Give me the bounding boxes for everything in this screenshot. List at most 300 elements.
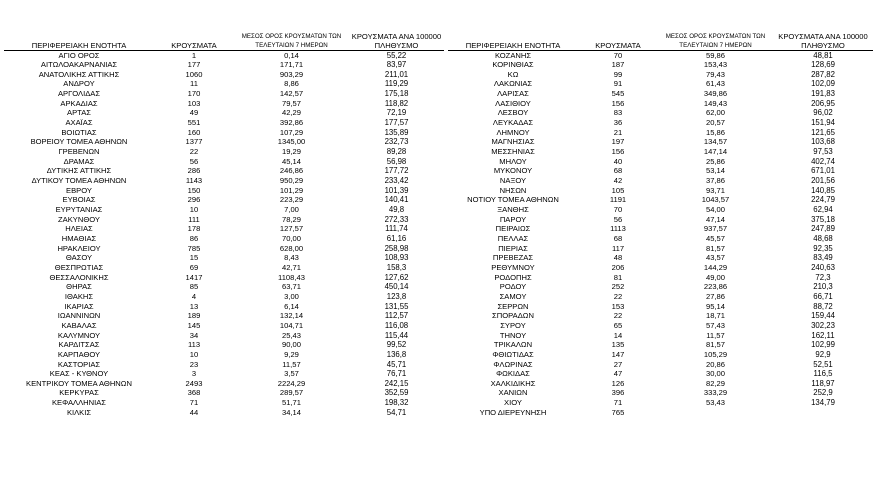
table-row [448,379,873,389]
cell-region: ΦΩΚΙΔΑΣ [496,369,530,379]
table-row [448,282,873,292]
cell-per100k: 242,15 [384,378,409,388]
cell-region: ΘΕΣΠΡΩΤΙΑΣ [54,262,104,272]
cell-avg7: 63,71 [281,282,301,292]
cell-region: ΠΕΛΛΑΣ [497,233,529,243]
cell-region: ΛΑΚΩΝΙΑΣ [493,79,533,89]
table-row [4,215,444,225]
cell-cases: 1191 [609,195,627,205]
cell-per100k: 111,74 [385,224,408,234]
table-row [448,350,873,360]
cell-per100k: 135,89 [384,127,409,137]
cell-avg7: 8,86 [284,79,299,89]
cell-region: ΚΩ [507,69,519,79]
cell-cases: 22 [613,291,623,301]
cell-per100k: 102,99 [811,340,835,350]
cell-per100k: 175,18 [384,89,409,99]
cell-per100k: 45,71 [386,359,407,369]
cell-cases: 34 [189,330,199,340]
table-row [4,292,444,302]
cell-avg7: 2224,29 [277,378,306,388]
table-row [4,253,444,263]
cell-per100k: 191,83 [811,89,835,99]
cell-region: ΔΥΤΙΚΟΥ ΤΟΜΕΑ ΑΘΗΝΩΝ [31,176,127,186]
cell-cases: 545 [611,89,625,99]
cell-region: ΞΑΝΘΗΣ [497,205,529,214]
cell-per100k: 108,93 [384,253,409,263]
cell-avg7: 392,86 [279,118,304,128]
cell-per100k: 210,3 [813,282,833,292]
cell-region: ΑΝΑΤΟΛΙΚΗΣ ΑΤΤΙΚΗΣ [38,69,120,79]
cell-per100k: 119,29 [384,79,409,89]
cell-cases: 70 [613,205,623,214]
cell-region: ΧΑΛΚΙΔΙΚΗΣ [490,378,536,388]
cell-region: ΛΑΡΙΣΑΣ [497,89,529,99]
cell-cases: 551 [187,118,201,128]
table-row [4,350,444,360]
table-row [448,388,873,398]
cell-avg7: 132,14 [279,311,304,321]
cell-cases: 15 [189,253,199,263]
cell-region: ΧΑΝΙΩΝ [498,388,528,398]
cell-cases: 117 [611,243,625,253]
cell-per100k: 115,44 [384,330,409,340]
cell-per100k: 112,57 [384,311,409,321]
cell-region: ΗΡΑΚΛΕΙΟΥ [57,243,101,253]
table-row [4,60,444,70]
cell-region: ΚΟΡΙΝΘΙΑΣ [492,60,534,70]
cell-region: ΝΗΣΩΝ [499,185,527,195]
cell-cases: 1377 [185,137,203,147]
cell-per100k: 287,82 [811,69,835,79]
cell-per100k: 128,69 [811,60,835,70]
table-row [448,186,873,196]
cell-avg7: 223,86 [703,282,728,292]
cell-per100k: 140,41 [384,195,409,205]
table-row [448,137,873,147]
right-table-body [448,50,873,417]
cell-region: ΑΙΤΩΛΟΑΚΑΡΝΑΝΙΑΣ [40,60,118,70]
cell-avg7: 1345,00 [277,137,306,147]
cell-avg7: 42,71 [281,262,301,272]
cell-avg7: 349,86 [703,89,728,99]
cell-cases: 10 [189,349,199,359]
table-row [448,234,873,244]
table-row [448,273,873,283]
cell-avg7: 903,29 [279,69,304,79]
cell-cases: 156 [611,98,625,108]
cell-per100k: 352,59 [384,388,409,398]
cell-cases: 27 [613,359,623,369]
cell-region: ΕΒΡΟΥ [66,185,92,195]
cell-region: ΚΕΡΚΥΡΑΣ [59,388,99,398]
table-row [448,89,873,99]
table-row [4,108,444,118]
cell-per100k: 88,72 [813,301,833,311]
table-row [448,253,873,263]
table-row [4,89,444,99]
cell-region: ΑΡΚΑΔΙΑΣ [60,98,98,108]
table-row [448,166,873,176]
cell-per100k: 252,9 [813,388,833,398]
table-row [448,118,873,128]
cell-avg7: 51,71 [281,398,301,408]
cell-per100k: 240,63 [811,262,835,272]
cell-region: ΒΟΡΕΙΟΥ ΤΟΜΕΑ ΑΘΗΝΩΝ [30,137,128,147]
cell-region: ΝΟΤΙΟΥ ΤΟΜΕΑ ΑΘΗΝΩΝ [467,195,559,205]
cell-avg7: 79,57 [281,98,301,108]
cell-region: ΠΙΕΡΙΑΣ [498,243,528,253]
table-row [4,244,444,254]
cell-region: ΜΑΓΝΗΣΙΑΣ [491,137,535,147]
cell-cases: 105 [611,185,625,195]
table-row [4,311,444,321]
cell-avg7: 628,00 [279,243,304,253]
cell-cases: 135 [611,340,625,350]
cell-region: ΕΥΡΥΤΑΝΙΑΣ [55,205,103,214]
cell-avg7: 18,71 [705,311,725,321]
cell-cases: 71 [613,398,623,408]
cell-per100k: 83,49 [813,253,833,263]
cell-avg7 [658,408,773,418]
cell-cases: 296 [187,195,201,205]
cell-cases: 23 [189,359,199,369]
cell-cases: 22 [613,311,623,321]
cell-per100k: 198,32 [384,398,409,408]
table-row [448,224,873,234]
table-row [4,137,444,147]
cell-region: ΚΑΛΥΜΝΟΥ [57,330,101,340]
cell-per100k: 177,72 [384,166,409,176]
cell-cases: 11 [190,79,198,89]
table-row [4,128,444,138]
cell-per100k: 233,42 [384,176,409,186]
table-row [4,408,444,418]
cell-avg7: 79,43 [705,69,725,79]
cell-region: ΡΟΔΟΥ [499,282,527,292]
table-row [4,176,444,186]
cell-region: ΙΩΑΝΝΙΝΩΝ [57,311,101,321]
cell-cases: 170 [187,89,201,99]
cell-avg7: 289,57 [279,388,304,398]
cell-cases: 56 [613,214,623,224]
cell-avg7: 42,29 [281,108,301,118]
cell-avg7: 7,00 [284,205,299,214]
table-row [448,292,873,302]
cell-region: ΛΗΜΝΟΥ [496,127,530,137]
cell-per100k: 99,52 [386,340,407,350]
cell-avg7: 950,29 [279,176,304,186]
table-row [448,408,873,418]
cell-region: ΦΛΩΡΙΝΑΣ [493,359,533,369]
cell-cases: 1 [191,50,197,60]
cell-per100k: 159,44 [811,311,835,321]
cell-cases: 150 [187,185,201,195]
left-header-row [4,24,444,50]
cell-per100k: 92,9 [815,349,831,359]
table-row [4,340,444,350]
cell-cases: 1060 [185,69,203,79]
cell-region: ΘΑΣΟΥ [65,253,93,263]
cell-avg7: 153,43 [703,60,728,70]
cell-avg7: 11,57 [282,359,301,369]
cell-region: ΣΕΡΡΩΝ [497,301,529,311]
cell-cases: 14 [613,330,623,340]
cell-avg7: 95,14 [705,301,725,311]
table-row [448,60,873,70]
cell-avg7: 20,86 [705,359,725,369]
cell-per100k: 89,28 [386,147,407,157]
cell-region: ΙΘΑΚΗΣ [64,291,94,301]
cell-per100k: 201,56 [811,176,835,186]
table-row [448,215,873,225]
cell-avg7: 54,00 [705,205,725,214]
table-row [448,195,873,205]
cell-cases: 40 [613,156,623,166]
table-row [4,360,444,370]
cell-region: ΣΥΡΟΥ [500,320,526,330]
cell-cases: 10 [189,205,199,214]
cell-cases: 48 [613,253,623,263]
cell-cases: 765 [611,407,625,417]
cell-cases: 197 [611,137,625,147]
cell-avg7: 25,86 [705,156,725,166]
cell-per100k: 96,02 [813,108,833,118]
header-per100k: ΚΡΟΥΣΜΑΤΑ ΑΝΑ 100000 ΠΛΗΘΥΣΜΟ [349,24,444,50]
table-row [4,186,444,196]
table-row [448,302,873,312]
cell-region: ΘΕΣΣΑΛΟΝΙΚΗΣ [49,272,109,282]
cell-per100k: 123,8 [386,291,407,301]
cell-region: ΚΑΣΤΟΡΙΑΣ [57,359,101,369]
cell-cases: 252 [611,282,625,292]
cell-avg7: 3,57 [284,369,299,379]
cell-avg7: 27,86 [705,291,725,301]
cell-avg7: 147,14 [703,147,728,157]
cell-region: ΚΑΒΑΛΑΣ [61,320,97,330]
cell-per100k: 224,79 [811,195,835,205]
cell-region: ΙΚΑΡΙΑΣ [64,301,94,311]
header-region: ΠΕΡΙΦΕΡΕΙΑΚΗ ΕΝΟΤΗΤΑ [4,24,154,50]
cell-cases: 206 [611,262,625,272]
cell-cases: 785 [187,243,201,253]
cell-avg7: 78,29 [281,214,301,224]
cell-cases: 177 [187,60,201,70]
cell-avg7: 246,86 [279,166,304,176]
cell-region: ΤΗΝΟΥ [499,330,527,340]
cell-region: ΜΥΚΟΝΟΥ [493,166,533,176]
cell-avg7: 101,29 [279,185,304,195]
cell-region: ΜΗΛΟΥ [499,156,527,166]
cell-cases: 2493 [185,378,203,388]
cell-cases: 145 [187,320,201,330]
table-row [4,234,444,244]
cell-per100k: 61,16 [386,233,407,243]
cell-avg7: 53,14 [705,166,725,176]
cell-avg7: 104,71 [279,320,304,330]
cell-avg7: 1043,57 [701,195,730,205]
cell-region: ΦΘΙΩΤΙΔΑΣ [492,349,534,359]
cell-cases: 81 [613,272,623,282]
cell-per100k: 162,11 [811,330,835,340]
table-row [4,263,444,273]
cell-per100k: 302,23 [811,320,835,330]
cell-avg7: 62,00 [705,108,725,118]
table-row [4,50,444,60]
cell-avg7: 49,00 [705,272,725,282]
right-table [448,24,873,417]
cell-per100k: 158,3 [386,262,407,272]
cell-cases: 103 [187,98,201,108]
cell-region: ΚΟΖΑΝΗΣ [494,50,532,60]
cell-region: ΔΡΑΜΑΣ [63,156,95,166]
table-row [448,244,873,254]
cell-avg7: 6,14 [284,301,299,311]
cell-region: ΚΙΛΚΙΣ [66,407,92,417]
cell-per100k: 118,97 [811,378,835,388]
cell-cases: 22 [189,147,199,157]
cell-region: ΕΥΒΟΙΑΣ [62,195,96,205]
cell-avg7: 82,29 [705,378,725,388]
cell-per100k: 131,55 [384,301,409,311]
table-row [4,282,444,292]
cell-per100k: 375,18 [811,214,835,224]
table-row [448,369,873,379]
cell-avg7: 81,57 [705,340,725,350]
cell-per100k: 55,22 [386,50,407,60]
cell-per100k: 402,74 [811,156,835,166]
cell-cases: 126 [611,378,625,388]
cell-region: ΧΙΟΥ [504,398,522,408]
cell-avg7: 81,57 [705,243,725,253]
table-row [448,311,873,321]
cell-avg7: 333,29 [703,388,728,398]
cell-avg7: 171,71 [279,60,304,70]
cell-cases: 83 [613,108,623,118]
cell-per100k: 103,68 [811,137,835,147]
cell-avg7: 19,29 [281,147,301,157]
cell-avg7: 9,29 [284,349,299,359]
header-cases: ΚΡΟΥΣΜΑΤΑ [578,24,658,50]
cell-cases: 47 [613,369,623,379]
cell-per100k: 62,94 [813,205,833,214]
cell-cases: 178 [187,224,201,234]
table-row [448,108,873,118]
cell-region: ΚΕΑΣ - ΚΥΘΝΟΥ [49,369,109,379]
table-row [448,398,873,408]
cell-per100k: 134,79 [811,398,835,408]
table-row [448,340,873,350]
cell-region: ΑΡΓΟΛΙΔΑΣ [57,89,101,99]
cell-region: ΓΡΕΒΕΝΩΝ [58,147,100,157]
cell-per100k: 56,98 [386,156,407,166]
right-header-row [448,24,873,50]
table-row [448,147,873,157]
table-row [4,118,444,128]
table-row [4,302,444,312]
cell-avg7: 223,29 [279,195,304,205]
table-row [448,176,873,186]
cell-cases: 68 [613,233,623,243]
cell-avg7: 57,43 [705,320,725,330]
cell-region: ΗΛΕΙΑΣ [65,224,93,234]
cell-avg7: 45,14 [281,156,301,166]
table-row [448,128,873,138]
cell-cases: 99 [613,69,623,79]
table-row [448,79,873,89]
table-row [4,398,444,408]
cell-cases: 189 [187,311,201,321]
cell-per100k: 101,39 [384,185,409,195]
table-row [448,157,873,167]
cell-per100k: 206,95 [811,98,835,108]
cell-cases: 1113 [610,224,626,234]
cell-cases: 160 [187,127,201,137]
cell-per100k: 258,98 [384,243,409,253]
cell-region: ΔΥΤΙΚΗΣ ΑΤΤΙΚΗΣ [46,166,112,176]
cell-per100k: 76,71 [386,369,407,379]
cell-region: ΝΑΞΟΥ [499,176,527,186]
cell-cases: 396 [611,388,625,398]
cell-region: ΥΠΟ ΔΙΕΡΕΥΝΗΣΗ [479,407,547,417]
cell-cases: 4 [191,291,197,301]
cell-cases: 65 [613,320,623,330]
cell-region: ΖΑΚΥΝΘΟΥ [58,214,100,224]
cell-per100k: 121,65 [811,127,835,137]
cell-avg7: 45,57 [705,233,725,243]
cell-avg7: 937,57 [703,224,728,234]
cell-cases: 56 [189,156,199,166]
cell-region: ΑΧΑΪΑΣ [65,118,93,128]
cell-per100k: 671,01 [811,166,835,176]
cell-per100k: 102,09 [811,79,835,89]
table-row [4,388,444,398]
left-table-body [4,50,444,417]
cell-region: ΣΠΟΡΑΔΩΝ [492,311,534,321]
cell-per100k: 116,5 [813,369,833,379]
cell-per100k: 72,3 [815,272,831,282]
table-row [448,321,873,331]
cell-cases: 13 [189,301,199,311]
cell-per100k: 140,85 [811,185,835,195]
table-row [4,157,444,167]
table-row [4,273,444,283]
cell-per100k: 118,82 [384,98,409,108]
cell-cases: 187 [611,60,625,70]
table-row [4,147,444,157]
cell-cases: 147 [611,349,625,359]
cell-cases: 36 [613,118,623,128]
cell-per100k: 49,8 [388,205,405,214]
cell-region: ΑΓΙΟ ΟΡΟΣ [58,50,100,60]
cell-region: ΚΑΡΠΑΘΟΥ [57,349,101,359]
cell-avg7: 144,29 [703,262,728,272]
cell-region: ΠΑΡΟΥ [499,214,527,224]
cell-avg7: 8,43 [284,253,299,263]
cell-avg7: 47,14 [705,214,725,224]
cell-cases: 153 [611,301,625,311]
cell-avg7: 1108,43 [278,272,305,282]
cell-per100k: 66,71 [813,291,833,301]
cell-region: ΡΟΔΟΠΗΣ [494,272,532,282]
cell-cases: 91 [613,79,623,89]
cell-avg7: 59,86 [705,50,725,60]
cell-per100k: 136,8 [386,349,407,359]
cell-cases: 286 [187,166,201,176]
table-row [448,205,873,215]
cell-per100k: 116,08 [384,320,409,330]
cell-cases: 69 [189,262,199,272]
